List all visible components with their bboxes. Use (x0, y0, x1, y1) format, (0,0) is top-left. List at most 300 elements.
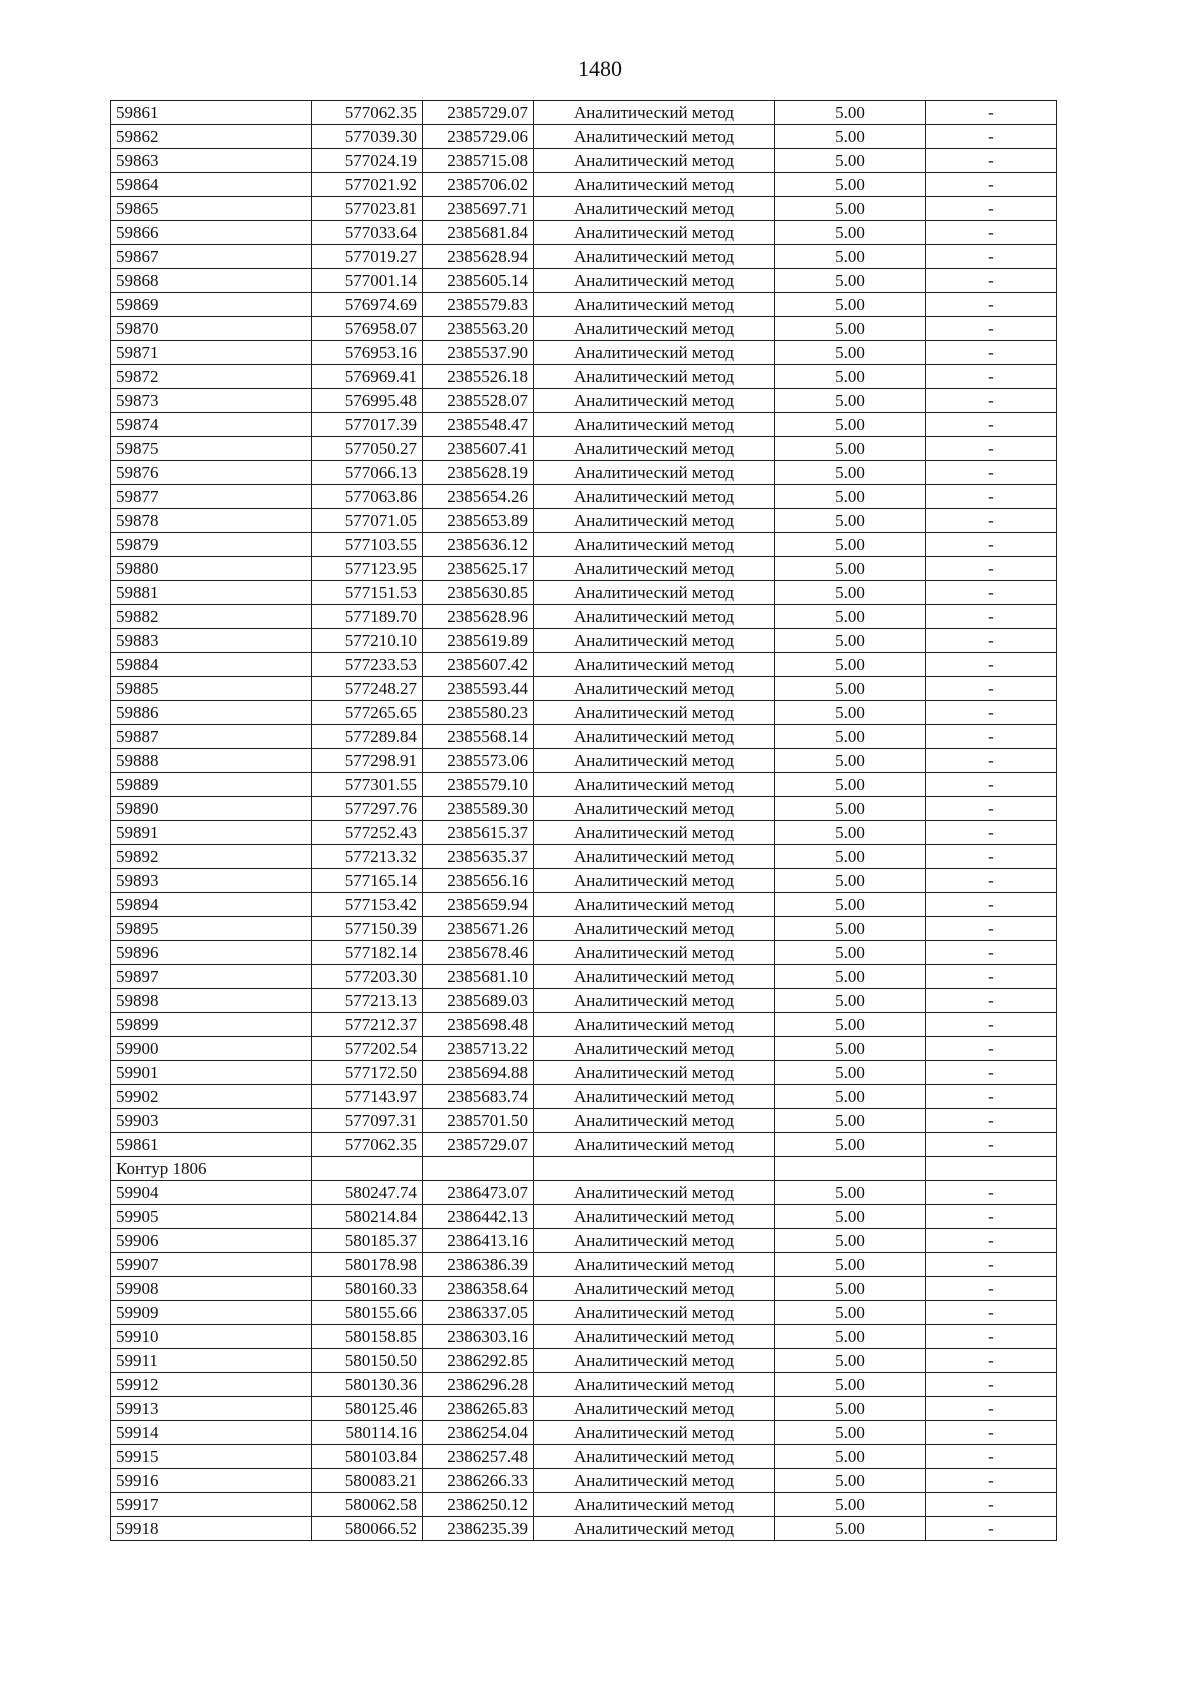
x-coordinate-cell: 577165.14 (312, 869, 423, 893)
method-cell: Аналитический метод (534, 125, 775, 149)
table-row (111, 1109, 1057, 1133)
x-coordinate-cell: 577050.27 (312, 437, 423, 461)
table-row (111, 341, 1057, 365)
table-row (111, 221, 1057, 245)
note-cell: - (926, 461, 1057, 485)
x-coordinate-cell: 580158.85 (312, 1325, 423, 1349)
accuracy-cell: 5.00 (775, 1277, 926, 1301)
method-cell: Аналитический метод (534, 1229, 775, 1253)
table-row (111, 437, 1057, 461)
x-coordinate-cell: 577213.32 (312, 845, 423, 869)
table-row (111, 1469, 1057, 1493)
note-cell: - (926, 749, 1057, 773)
x-coordinate-cell: 580114.16 (312, 1421, 423, 1445)
method-cell: Аналитический метод (534, 989, 775, 1013)
accuracy-cell: 5.00 (775, 1061, 926, 1085)
table-row (111, 1253, 1057, 1277)
table-row (111, 773, 1057, 797)
x-coordinate-cell: 580178.98 (312, 1253, 423, 1277)
method-cell: Аналитический метод (534, 389, 775, 413)
table-row (111, 797, 1057, 821)
method-cell: Аналитический метод (534, 317, 775, 341)
method-cell: Аналитический метод (534, 797, 775, 821)
point-id-cell: 59913 (111, 1397, 312, 1421)
page-number: 1480 (578, 56, 622, 81)
point-id-cell: 59863 (111, 149, 312, 173)
accuracy-cell: 5.00 (775, 917, 926, 941)
point-id-cell: 59868 (111, 269, 312, 293)
point-id-cell: 59861 (111, 101, 312, 125)
accuracy-cell: 5.00 (775, 1301, 926, 1325)
x-coordinate-cell: 580150.50 (312, 1349, 423, 1373)
method-cell: Аналитический метод (534, 1421, 775, 1445)
accuracy-cell: 5.00 (775, 1349, 926, 1373)
note-cell: - (926, 1013, 1057, 1037)
accuracy-cell: 5.00 (775, 773, 926, 797)
accuracy-cell: 5.00 (775, 629, 926, 653)
method-cell: Аналитический метод (534, 1325, 775, 1349)
method-cell: Аналитический метод (534, 941, 775, 965)
coordinates-table (110, 100, 1057, 1541)
point-id-cell: 59885 (111, 677, 312, 701)
accuracy-cell: 5.00 (775, 1013, 926, 1037)
note-cell: - (926, 653, 1057, 677)
point-id-cell: 59872 (111, 365, 312, 389)
accuracy-cell: 5.00 (775, 461, 926, 485)
y-coordinate-cell: 2386250.12 (423, 1493, 534, 1517)
y-coordinate-cell: 2385701.50 (423, 1109, 534, 1133)
point-id-cell: 59909 (111, 1301, 312, 1325)
note-cell: - (926, 197, 1057, 221)
note-cell: - (926, 389, 1057, 413)
table-row (111, 1517, 1057, 1541)
y-coordinate-cell: 2385715.08 (423, 149, 534, 173)
accuracy-cell: 5.00 (775, 677, 926, 701)
accuracy-cell: 5.00 (775, 101, 926, 125)
x-coordinate-cell: 577103.55 (312, 533, 423, 557)
point-id-cell: 59881 (111, 581, 312, 605)
note-cell: - (926, 1181, 1057, 1205)
table-row (111, 557, 1057, 581)
table-row (111, 749, 1057, 773)
x-coordinate-cell: 577189.70 (312, 605, 423, 629)
note-cell: - (926, 413, 1057, 437)
method-cell: Аналитический метод (534, 1205, 775, 1229)
point-id-cell: 59912 (111, 1373, 312, 1397)
method-cell: Аналитический метод (534, 1013, 775, 1037)
x-coordinate-cell: 577151.53 (312, 581, 423, 605)
table-row (111, 197, 1057, 221)
x-coordinate-cell: 577039.30 (312, 125, 423, 149)
point-id-cell: 59871 (111, 341, 312, 365)
accuracy-cell: 5.00 (775, 221, 926, 245)
note-cell: - (926, 1421, 1057, 1445)
y-coordinate-cell: 2385729.07 (423, 1133, 534, 1157)
x-coordinate-cell: 577001.14 (312, 269, 423, 293)
note-cell: - (926, 893, 1057, 917)
y-coordinate-cell: 2385713.22 (423, 1037, 534, 1061)
x-coordinate-cell: 577298.91 (312, 749, 423, 773)
y-coordinate-cell: 2385635.37 (423, 845, 534, 869)
note-cell: - (926, 509, 1057, 533)
y-coordinate-cell: 2385681.10 (423, 965, 534, 989)
note-cell: - (926, 821, 1057, 845)
y-coordinate-cell: 2385625.17 (423, 557, 534, 581)
y-coordinate-cell: 2385659.94 (423, 893, 534, 917)
note-cell: - (926, 1061, 1057, 1085)
point-id-cell: 59892 (111, 845, 312, 869)
note-cell: - (926, 797, 1057, 821)
method-cell: Аналитический метод (534, 245, 775, 269)
note-cell: - (926, 773, 1057, 797)
note-cell: - (926, 1037, 1057, 1061)
method-cell: Аналитический метод (534, 221, 775, 245)
note-cell: - (926, 1397, 1057, 1421)
note-cell: - (926, 845, 1057, 869)
table-row (111, 701, 1057, 725)
table-row (111, 1445, 1057, 1469)
accuracy-cell: 5.00 (775, 701, 926, 725)
point-id-cell: 59904 (111, 1181, 312, 1205)
y-coordinate-cell: 2386296.28 (423, 1373, 534, 1397)
note-cell: - (926, 1373, 1057, 1397)
table-body (111, 101, 1057, 1541)
table-row (111, 1349, 1057, 1373)
point-id-cell: 59891 (111, 821, 312, 845)
point-id-cell: 59876 (111, 461, 312, 485)
point-id-cell: 59903 (111, 1109, 312, 1133)
table-row (111, 629, 1057, 653)
point-id-cell: 59905 (111, 1205, 312, 1229)
empty-cell (534, 1157, 775, 1181)
table-row (111, 581, 1057, 605)
table-row (111, 965, 1057, 989)
method-cell: Аналитический метод (534, 749, 775, 773)
table-row (111, 269, 1057, 293)
table-row (111, 245, 1057, 269)
method-cell: Аналитический метод (534, 1493, 775, 1517)
table-row (111, 173, 1057, 197)
method-cell: Аналитический метод (534, 1253, 775, 1277)
table-row (111, 1397, 1057, 1421)
y-coordinate-cell: 2385589.30 (423, 797, 534, 821)
point-id-cell: 59918 (111, 1517, 312, 1541)
x-coordinate-cell: 577202.54 (312, 1037, 423, 1061)
note-cell: - (926, 917, 1057, 941)
x-coordinate-cell: 576969.41 (312, 365, 423, 389)
note-cell: - (926, 1301, 1057, 1325)
method-cell: Аналитический метод (534, 605, 775, 629)
note-cell: - (926, 485, 1057, 509)
accuracy-cell: 5.00 (775, 1037, 926, 1061)
accuracy-cell: 5.00 (775, 245, 926, 269)
point-id-cell: 59888 (111, 749, 312, 773)
method-cell: Аналитический метод (534, 461, 775, 485)
point-id-cell: 59908 (111, 1277, 312, 1301)
point-id-cell: 59873 (111, 389, 312, 413)
y-coordinate-cell: 2385671.26 (423, 917, 534, 941)
note-cell: - (926, 173, 1057, 197)
method-cell: Аналитический метод (534, 269, 775, 293)
empty-cell (312, 1157, 423, 1181)
accuracy-cell: 5.00 (775, 1469, 926, 1493)
accuracy-cell: 5.00 (775, 797, 926, 821)
y-coordinate-cell: 2385683.74 (423, 1085, 534, 1109)
method-cell: Аналитический метод (534, 485, 775, 509)
x-coordinate-cell: 577182.14 (312, 941, 423, 965)
x-coordinate-cell: 577033.64 (312, 221, 423, 245)
x-coordinate-cell: 576953.16 (312, 341, 423, 365)
table-row (111, 1133, 1057, 1157)
y-coordinate-cell: 2385654.26 (423, 485, 534, 509)
note-cell: - (926, 557, 1057, 581)
note-cell: - (926, 605, 1057, 629)
note-cell: - (926, 989, 1057, 1013)
point-id-cell: 59880 (111, 557, 312, 581)
method-cell: Аналитический метод (534, 725, 775, 749)
method-cell: Аналитический метод (534, 1301, 775, 1325)
point-id-cell: 59887 (111, 725, 312, 749)
x-coordinate-cell: 577233.53 (312, 653, 423, 677)
table-row (111, 1013, 1057, 1037)
point-id-cell: 59886 (111, 701, 312, 725)
accuracy-cell: 5.00 (775, 1133, 926, 1157)
accuracy-cell: 5.00 (775, 869, 926, 893)
x-coordinate-cell: 580125.46 (312, 1397, 423, 1421)
note-cell: - (926, 1277, 1057, 1301)
point-id-cell: 59897 (111, 965, 312, 989)
x-coordinate-cell: 577289.84 (312, 725, 423, 749)
table-row (111, 1421, 1057, 1445)
point-id-cell: 59878 (111, 509, 312, 533)
note-cell: - (926, 1253, 1057, 1277)
note-cell: - (926, 1085, 1057, 1109)
x-coordinate-cell: 577021.92 (312, 173, 423, 197)
accuracy-cell: 5.00 (775, 653, 926, 677)
table-row (111, 917, 1057, 941)
table-row (111, 1493, 1057, 1517)
y-coordinate-cell: 2386413.16 (423, 1229, 534, 1253)
y-coordinate-cell: 2385694.88 (423, 1061, 534, 1085)
table-row (111, 653, 1057, 677)
x-coordinate-cell: 580214.84 (312, 1205, 423, 1229)
method-cell: Аналитический метод (534, 629, 775, 653)
accuracy-cell: 5.00 (775, 1109, 926, 1133)
method-cell: Аналитический метод (534, 653, 775, 677)
accuracy-cell: 5.00 (775, 1373, 926, 1397)
y-coordinate-cell: 2386337.05 (423, 1301, 534, 1325)
x-coordinate-cell: 576995.48 (312, 389, 423, 413)
table-row (111, 893, 1057, 917)
y-coordinate-cell: 2386473.07 (423, 1181, 534, 1205)
note-cell: - (926, 1493, 1057, 1517)
point-id-cell: 59875 (111, 437, 312, 461)
note-cell: - (926, 317, 1057, 341)
x-coordinate-cell: 577063.86 (312, 485, 423, 509)
accuracy-cell: 5.00 (775, 1205, 926, 1229)
point-id-cell: 59866 (111, 221, 312, 245)
method-cell: Аналитический метод (534, 1109, 775, 1133)
note-cell: - (926, 293, 1057, 317)
table-row (111, 1085, 1057, 1109)
point-id-cell: 59906 (111, 1229, 312, 1253)
accuracy-cell: 5.00 (775, 533, 926, 557)
x-coordinate-cell: 577172.50 (312, 1061, 423, 1085)
x-coordinate-cell: 577213.13 (312, 989, 423, 1013)
note-cell: - (926, 269, 1057, 293)
method-cell: Аналитический метод (534, 965, 775, 989)
accuracy-cell: 5.00 (775, 1253, 926, 1277)
method-cell: Аналитический метод (534, 581, 775, 605)
table-row (111, 1205, 1057, 1229)
point-id-cell: 59879 (111, 533, 312, 557)
y-coordinate-cell: 2385528.07 (423, 389, 534, 413)
y-coordinate-cell: 2386257.48 (423, 1445, 534, 1469)
x-coordinate-cell: 577024.19 (312, 149, 423, 173)
section-label: Контур 1806 (111, 1157, 312, 1181)
accuracy-cell: 5.00 (775, 1421, 926, 1445)
note-cell: - (926, 1205, 1057, 1229)
table-row (111, 677, 1057, 701)
note-cell: - (926, 677, 1057, 701)
accuracy-cell: 5.00 (775, 389, 926, 413)
table-row (111, 1037, 1057, 1061)
note-cell: - (926, 149, 1057, 173)
method-cell: Аналитический метод (534, 1469, 775, 1493)
point-id-cell: 59911 (111, 1349, 312, 1373)
method-cell: Аналитический метод (534, 197, 775, 221)
y-coordinate-cell: 2385563.20 (423, 317, 534, 341)
y-coordinate-cell: 2385579.10 (423, 773, 534, 797)
accuracy-cell: 5.00 (775, 725, 926, 749)
table-row (111, 125, 1057, 149)
x-coordinate-cell: 577212.37 (312, 1013, 423, 1037)
note-cell: - (926, 221, 1057, 245)
point-id-cell: 59890 (111, 797, 312, 821)
x-coordinate-cell: 576974.69 (312, 293, 423, 317)
y-coordinate-cell: 2386266.33 (423, 1469, 534, 1493)
point-id-cell: 59889 (111, 773, 312, 797)
y-coordinate-cell: 2386358.64 (423, 1277, 534, 1301)
point-id-cell: 59901 (111, 1061, 312, 1085)
point-id-cell: 59861 (111, 1133, 312, 1157)
x-coordinate-cell: 577301.55 (312, 773, 423, 797)
y-coordinate-cell: 2385548.47 (423, 413, 534, 437)
method-cell: Аналитический метод (534, 533, 775, 557)
note-cell: - (926, 701, 1057, 725)
note-cell: - (926, 581, 1057, 605)
y-coordinate-cell: 2385580.23 (423, 701, 534, 725)
x-coordinate-cell: 577248.27 (312, 677, 423, 701)
point-id-cell: 59877 (111, 485, 312, 509)
method-cell: Аналитический метод (534, 437, 775, 461)
note-cell: - (926, 1517, 1057, 1541)
section-row (111, 1157, 1057, 1181)
accuracy-cell: 5.00 (775, 509, 926, 533)
x-coordinate-cell: 577150.39 (312, 917, 423, 941)
accuracy-cell: 5.00 (775, 317, 926, 341)
x-coordinate-cell: 580185.37 (312, 1229, 423, 1253)
point-id-cell: 59914 (111, 1421, 312, 1445)
table-row (111, 869, 1057, 893)
table-row (111, 1229, 1057, 1253)
table-row (111, 317, 1057, 341)
y-coordinate-cell: 2385607.41 (423, 437, 534, 461)
method-cell: Аналитический метод (534, 509, 775, 533)
method-cell: Аналитический метод (534, 557, 775, 581)
method-cell: Аналитический метод (534, 413, 775, 437)
accuracy-cell: 5.00 (775, 1085, 926, 1109)
y-coordinate-cell: 2386265.83 (423, 1397, 534, 1421)
method-cell: Аналитический метод (534, 869, 775, 893)
empty-cell (423, 1157, 534, 1181)
accuracy-cell: 5.00 (775, 437, 926, 461)
y-coordinate-cell: 2385729.06 (423, 125, 534, 149)
table-row (111, 1301, 1057, 1325)
method-cell: Аналитический метод (534, 1397, 775, 1421)
y-coordinate-cell: 2385697.71 (423, 197, 534, 221)
point-id-cell: 59894 (111, 893, 312, 917)
table-row (111, 293, 1057, 317)
note-cell: - (926, 1133, 1057, 1157)
y-coordinate-cell: 2385698.48 (423, 1013, 534, 1037)
accuracy-cell: 5.00 (775, 581, 926, 605)
accuracy-cell: 5.00 (775, 269, 926, 293)
x-coordinate-cell: 577023.81 (312, 197, 423, 221)
method-cell: Аналитический метод (534, 701, 775, 725)
y-coordinate-cell: 2385605.14 (423, 269, 534, 293)
method-cell: Аналитический метод (534, 821, 775, 845)
x-coordinate-cell: 577203.30 (312, 965, 423, 989)
accuracy-cell: 5.00 (775, 125, 926, 149)
accuracy-cell: 5.00 (775, 1229, 926, 1253)
x-coordinate-cell: 576958.07 (312, 317, 423, 341)
accuracy-cell: 5.00 (775, 557, 926, 581)
method-cell: Аналитический метод (534, 1349, 775, 1373)
point-id-cell: 59900 (111, 1037, 312, 1061)
method-cell: Аналитический метод (534, 1181, 775, 1205)
accuracy-cell: 5.00 (775, 197, 926, 221)
note-cell: - (926, 1109, 1057, 1133)
x-coordinate-cell: 580155.66 (312, 1301, 423, 1325)
note-cell: - (926, 1349, 1057, 1373)
x-coordinate-cell: 577297.76 (312, 797, 423, 821)
note-cell: - (926, 869, 1057, 893)
note-cell: - (926, 941, 1057, 965)
accuracy-cell: 5.00 (775, 1517, 926, 1541)
method-cell: Аналитический метод (534, 677, 775, 701)
point-id-cell: 59865 (111, 197, 312, 221)
accuracy-cell: 5.00 (775, 821, 926, 845)
x-coordinate-cell: 577066.13 (312, 461, 423, 485)
accuracy-cell: 5.00 (775, 1181, 926, 1205)
method-cell: Аналитический метод (534, 101, 775, 125)
y-coordinate-cell: 2385636.12 (423, 533, 534, 557)
point-id-cell: 59864 (111, 173, 312, 197)
y-coordinate-cell: 2386235.39 (423, 1517, 534, 1541)
y-coordinate-cell: 2386254.04 (423, 1421, 534, 1445)
table-row (111, 1277, 1057, 1301)
accuracy-cell: 5.00 (775, 173, 926, 197)
method-cell: Аналитический метод (534, 1277, 775, 1301)
table-row (111, 1373, 1057, 1397)
y-coordinate-cell: 2385706.02 (423, 173, 534, 197)
x-coordinate-cell: 577210.10 (312, 629, 423, 653)
y-coordinate-cell: 2386442.13 (423, 1205, 534, 1229)
table-row (111, 509, 1057, 533)
note-cell: - (926, 965, 1057, 989)
accuracy-cell: 5.00 (775, 893, 926, 917)
